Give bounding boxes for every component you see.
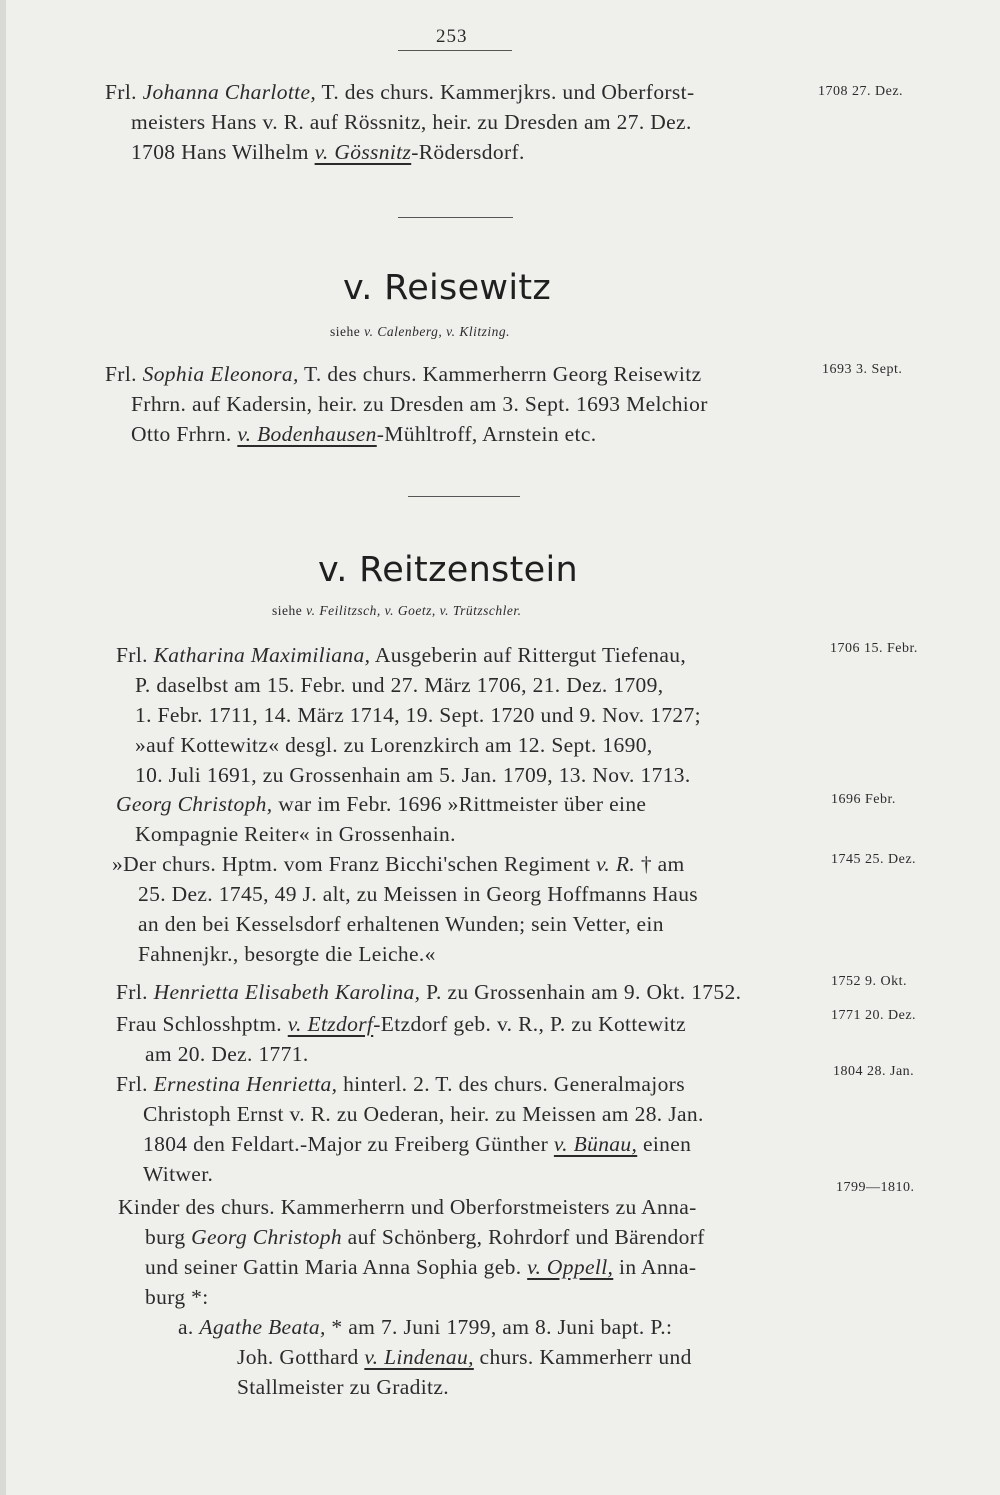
entry-line: Georg Christoph, war im Febr. 1696 »Rittmeister über eine [116, 792, 647, 816]
section-rule [408, 496, 520, 497]
entry-date: 1799—1810. [836, 1180, 915, 1195]
entry-line: burg Georg Christoph auf Schönberg, Rohrdorf und Bärendorf [145, 1225, 705, 1249]
person-name: Ernestina Henrietta, [153, 1072, 338, 1096]
entry-line: a. Agathe Beata, * am 7. Juni 1799, am 8. Juni bapt. P.: [178, 1315, 673, 1339]
page-edge [0, 0, 6, 1495]
family-reference: v. Lindenau, [364, 1345, 474, 1369]
entry-line: Otto Frhrn. v. Bodenhausen-Mühltroff, Arnstein etc. [131, 422, 597, 446]
entry-line: Kinder des churs. Kammerherrn und Oberforstmeisters zu Anna- [118, 1195, 697, 1219]
person-name: Katharina Maximiliana, [153, 643, 371, 667]
family-reference: v. Bünau, [553, 1132, 638, 1156]
entry-line: »Der churs. Hptm. vom Franz Bicchi'schen Regiment v. R. † am [112, 852, 685, 876]
person-name: Agathe Beata, [199, 1315, 326, 1339]
entry-line: am 20. Dez. 1771. [145, 1042, 309, 1066]
entry-line: 1. Febr. 1711, 14. März 1714, 19. Sept. 1720 und 9. Nov. 1727; [135, 703, 701, 727]
entry-date: 1696 Febr. [831, 792, 896, 807]
entry-line: Frl. Katharina Maximiliana, Ausgeberin auf Rittergut Tiefenau, [116, 643, 687, 667]
entry-line: 10. Juli 1691, zu Grossenhain am 5. Jan. 1709, 13. Nov. 1713. [135, 763, 691, 787]
entry-line: meisters Hans v. R. auf Rössnitz, heir. zu Dresden am 27. Dez. [131, 110, 692, 134]
person-name: Johanna Charlotte, [142, 80, 317, 104]
entry-line: an den bei Kesselsdorf erhaltenen Wunden; sein Vetter, ein [138, 912, 664, 936]
family-reference: v. Gössnitz [314, 140, 412, 164]
entry-date: 1771 20. Dez. [831, 1008, 917, 1023]
entry-date: 1693 3. Sept. [822, 362, 903, 377]
entry-line: Frl. Henrietta Elisabeth Karolina, P. zu Grossenhain am 9. Okt. 1752. [116, 980, 742, 1004]
entry-line: Frl. Johanna Charlotte, T. des churs. Kammerjkrs. und Oberforst- [105, 80, 695, 104]
entry-date: 1708 27. Dez. [818, 84, 904, 99]
entry-line: und seiner Gattin Maria Anna Sophia geb. v. Oppell, in Anna- [145, 1255, 697, 1279]
entry-line: Witwer. [143, 1162, 214, 1186]
entry-line: 1804 den Feldart.-Major zu Freiberg Günther v. Bünau, einen [143, 1132, 692, 1156]
entry-line: Frhrn. auf Kadersin, heir. zu Dresden am 3. Sept. 1693 Melchior [131, 392, 708, 416]
person-name: Sophia Eleonora, [142, 362, 299, 386]
entry-line: Joh. Gotthard v. Lindenau, churs. Kammerherr und [237, 1345, 692, 1369]
entry-line: Christoph Ernst v. R. zu Oederan, heir. zu Meissen am 28. Jan. [143, 1102, 704, 1126]
person-name: Georg Christoph [191, 1225, 342, 1249]
entry-date: 1745 25. Dez. [831, 852, 917, 867]
entry-line: Fahnenjkr., besorgte die Leiche.« [138, 942, 436, 966]
family-heading: v. Reisewitz [343, 268, 552, 308]
family-reference: v. Oppell, [527, 1255, 614, 1279]
person-name: v. R. [596, 852, 636, 876]
entry-line: Frau Schlosshptm. v. Etzdorf-Etzdorf geb. v. R., P. zu Kottewitz [116, 1012, 687, 1036]
entry-line: 25. Dez. 1745, 49 J. alt, zu Meissen in Georg Hoffmanns Haus [138, 882, 699, 906]
entry-line: 1708 Hans Wilhelm v. Gössnitz-Rödersdorf. [131, 140, 525, 164]
person-name: Henrietta Elisabeth Karolina, [153, 980, 421, 1004]
entry-line: Frl. Ernestina Henrietta, hinterl. 2. T. des churs. Generalmajors [116, 1072, 685, 1096]
see-also: siehe v. Calenberg, v. Klitzing. [330, 324, 510, 339]
entry-line: Kompagnie Reiter« in Grossenhain. [135, 822, 456, 846]
family-heading: v. Reitzenstein [318, 550, 578, 590]
entry-line: »auf Kottewitz« desgl. zu Lorenzkirch am 12. Sept. 1690, [135, 733, 653, 757]
section-rule [398, 217, 513, 218]
header-rule [398, 50, 512, 51]
entry-line: P. daselbst am 15. Febr. und 27. März 1706, 21. Dez. 1709, [135, 673, 664, 697]
entry-line: burg *: [145, 1285, 209, 1309]
entry-line: Stallmeister zu Graditz. [237, 1375, 449, 1399]
family-reference: v. Bodenhausen [237, 422, 377, 446]
page-number: 253 [436, 26, 468, 47]
entry-date: 1752 9. Okt. [831, 974, 907, 989]
see-also: siehe v. Feilitzsch, v. Goetz, v. Trützschler. [272, 603, 522, 618]
person-name: Georg Christoph, [116, 792, 273, 816]
family-reference: v. Etzdorf [287, 1012, 374, 1036]
entry-date: 1804 28. Jan. [833, 1064, 915, 1079]
entry-date: 1706 15. Febr. [830, 641, 918, 656]
entry-line: Frl. Sophia Eleonora, T. des churs. Kammerherrn Georg Reisewitz [105, 362, 702, 386]
